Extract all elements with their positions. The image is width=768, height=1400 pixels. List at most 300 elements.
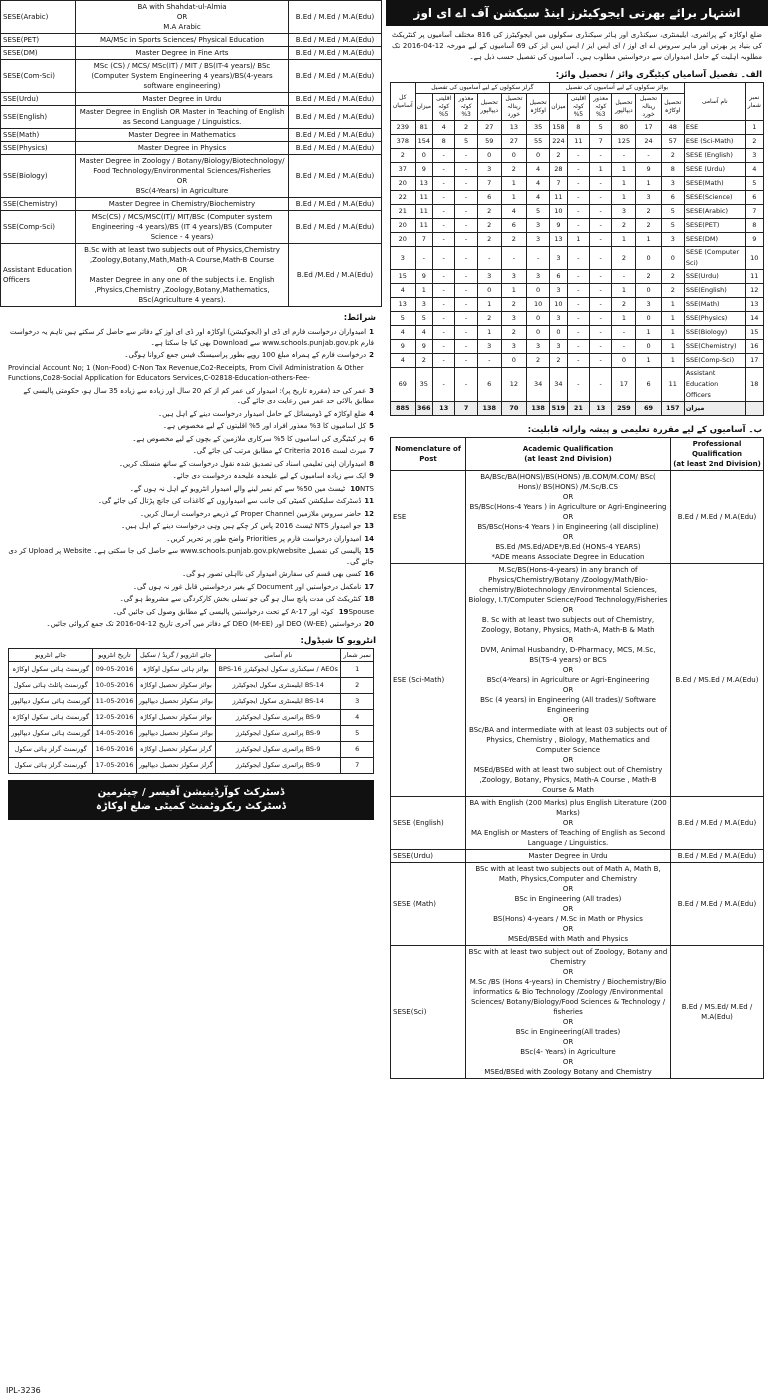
qual-post: SESE(Arabic) xyxy=(1,1,76,34)
condition-text: پالیسی کی تفصیل www.schools.punjab.gov.pk/website سے حاصل کی جا سکتی ہے۔ Website پر Upload کر دی جائے گی۔ xyxy=(8,547,374,566)
vacancy-post: SSE(Comp-Sci) xyxy=(684,354,745,368)
vacancy-girls-cell: - xyxy=(432,177,454,191)
vacancy-row xyxy=(391,270,764,284)
vacancy-boys-cell: 157 xyxy=(661,402,684,416)
vacancy-girls-cell: 5 xyxy=(527,205,550,219)
vacancy-boys-cell: 224 xyxy=(550,135,567,149)
qual-row xyxy=(391,564,764,797)
vacancy-post: SESE (Urdu) xyxy=(684,163,745,177)
vacancy-boys-cell: - xyxy=(612,149,636,163)
qual-prof: B.Ed / M.Ed / M.A(Edu) xyxy=(289,198,382,211)
vacancy-girls-cell: - xyxy=(455,298,477,312)
qual-academic: Master Degree in Zoology / Botany/Biology/Biotechnology/ Food Technology/Environmental Sciences/Fisheries OR BSc(4-Years) in Agriculture xyxy=(76,155,289,198)
vacancy-boys-cell: - xyxy=(612,340,636,354)
vacancy-girls-cell: 12 xyxy=(501,368,526,402)
vacancy-boys-cell: 80 xyxy=(612,121,636,135)
vacancy-header-top xyxy=(391,83,764,94)
qual-row xyxy=(391,471,764,564)
interview-post: BS-9 پرائمری سکول ایجوکیٹرز xyxy=(216,757,341,773)
qual-header-row xyxy=(391,438,764,471)
qual-prof: B.Ed / M.Ed / M.A(Edu) xyxy=(289,211,382,244)
qual-row xyxy=(1,47,382,60)
vacancy-total: 22 xyxy=(391,191,416,205)
vacancy-boys-cell: 1 xyxy=(612,191,636,205)
vacancy-total: 4 xyxy=(391,354,416,368)
condition-item xyxy=(8,509,374,520)
right-qualification-rows xyxy=(391,471,764,1079)
vacancy-boys-cell: 2 xyxy=(661,270,684,284)
vacancy-boys-cell: 1 xyxy=(636,354,661,368)
vacancy-boys-cell: 17 xyxy=(612,368,636,402)
vacancy-boys-cell: 48 xyxy=(661,121,684,135)
vacancy-boys-cell: - xyxy=(590,177,612,191)
vacancy-boys-cell: 0 xyxy=(661,247,684,270)
qual-post: SSE(English) xyxy=(1,106,76,129)
condition-item xyxy=(8,459,374,470)
vacancy-boys-cell: 3 xyxy=(550,247,567,270)
vacancy-boys-cell: - xyxy=(590,354,612,368)
interview-grade: بوائز سکولز تحصیل اوکاڑہ xyxy=(136,709,216,725)
interview-place: گورنمنٹ گرلز ہائی سکول xyxy=(9,741,93,757)
condition-text: ایک سے زیادہ اسامیوں کے لیے علیحدہ علیحدہ درخواست دی جائے۔ xyxy=(172,472,367,480)
vacancy-girls-cell: 3 xyxy=(415,298,432,312)
vacancy-sr: 6 xyxy=(745,191,763,205)
qual-academic: BSc with at least two subject out of Zoology, Botany and Chemistry OR M.Sc /BS (Hons 4-years) in Chemistry / Biochemistry/Bio informatics & Bio Technology /Zoology /Environmental Sciences/ Botany/Biology/Food Sciences & Technology / fisheries OR BSc in Engineering(All trades) OR BSc(4- Years) in Agriculture OR MSEd/BSEd with Zoology Botany and Chemistry xyxy=(466,946,671,1079)
interview-n: 1 xyxy=(341,661,374,677)
qual-prof: B.Ed / M.Ed / M.A(Edu) xyxy=(289,93,382,106)
interview-place: گورنمنٹ ہائی سکول دیپالپور xyxy=(9,725,93,741)
vacancy-boys-cell: 5 xyxy=(661,219,684,233)
vacancy-girls-cell: 27 xyxy=(477,121,501,135)
condition-text: کسی بھی قسم کی سفارش امیدوار کی نااہلی تصور ہو گی۔ xyxy=(182,570,362,578)
vacancy-sr: 13 xyxy=(745,298,763,312)
condition-number: 10 xyxy=(350,484,361,493)
vacancy-boys-cell: 17 xyxy=(636,121,661,135)
vacancy-girls-cell: - xyxy=(432,191,454,205)
vacancy-girls-cell: 35 xyxy=(415,368,432,402)
vacancy-boys-cell: 5 xyxy=(590,121,612,135)
interview-grade: گرلز سکولز تحصیل اوکاڑہ xyxy=(136,741,216,757)
interview-place: گورنمنٹ پائلٹ ہائی سکول xyxy=(9,677,93,693)
vacancy-total: 378 xyxy=(391,135,416,149)
vacancy-girls-cell: 2 xyxy=(477,205,501,219)
interview-n: 7 xyxy=(341,757,374,773)
vacancy-sr: 5 xyxy=(745,177,763,191)
vacancy-boys-cell: 1 xyxy=(567,233,589,247)
interview-header-cell: جائے انٹرویو xyxy=(9,648,93,661)
vacancy-header-girls: گرلز سکولوں کے لیے آسامیوں کی تفصیل xyxy=(415,83,550,94)
vacancy-subheader: تحصیل اوکاڑہ xyxy=(527,94,550,121)
vacancy-boys-cell: - xyxy=(590,368,612,402)
vacancy-row xyxy=(391,247,764,270)
vacancy-girls-cell: 7 xyxy=(455,402,477,416)
vacancy-girls-cell: 11 xyxy=(415,219,432,233)
qual-prof: B.Ed / MS.Ed/ M.Ed / M.A(Edu) xyxy=(671,946,764,1079)
vacancy-boys-cell: - xyxy=(590,312,612,326)
condition-number: 19 xyxy=(338,607,349,616)
vacancy-girls-cell: 4 xyxy=(432,121,454,135)
qual-post: SESE (English) xyxy=(391,797,466,850)
vacancy-girls-cell: - xyxy=(455,233,477,247)
vacancy-boys-cell: - xyxy=(590,284,612,298)
vacancy-boys-cell: - xyxy=(590,298,612,312)
condition-item xyxy=(8,327,374,348)
vacancy-girls-cell: - xyxy=(477,247,501,270)
vacancy-subheader: تحصیل رینالہ خورد xyxy=(636,94,661,121)
vacancy-boys-cell: - xyxy=(590,205,612,219)
vacancy-boys-cell: 3 xyxy=(661,177,684,191)
vacancy-boys-cell: 2 xyxy=(661,149,684,163)
interview-post: BS-9 پرائمری سکول ایجوکیٹرز xyxy=(216,725,341,741)
qual-academic: Master Degree in Mathematics xyxy=(76,129,289,142)
vacancy-total: 2 xyxy=(391,149,416,163)
vacancy-girls-cell: - xyxy=(432,205,454,219)
condition-item xyxy=(8,594,374,605)
advertisement-title: اشتہار برائے بھرتی ایجوکیٹرز اینڈ سیکشن آف اے ای اوز xyxy=(386,0,768,26)
vacancy-boys-cell: 3 xyxy=(550,284,567,298)
vacancy-girls-cell: - xyxy=(432,233,454,247)
vacancy-girls-cell: 59 xyxy=(477,135,501,149)
qual-row xyxy=(1,129,382,142)
vacancy-girls-cell: - xyxy=(527,247,550,270)
vacancy-total: 5 xyxy=(391,312,416,326)
interview-place: گورنمنٹ گرلز ہائی سکول xyxy=(9,757,93,773)
qual-row xyxy=(1,244,382,307)
vacancy-boys-cell: - xyxy=(567,247,589,270)
condition-number: 1 xyxy=(369,328,374,336)
qual-academic: Master Degree in Urdu xyxy=(76,93,289,106)
vacancy-girls-cell: 6 xyxy=(501,219,526,233)
vacancy-girls-cell: 9 xyxy=(415,270,432,284)
interview-n: 6 xyxy=(341,741,374,757)
vacancy-girls-cell: 0 xyxy=(501,354,526,368)
condition-item xyxy=(8,582,374,593)
vacancy-boys-cell: 1 xyxy=(612,163,636,177)
vacancy-boys-cell: 6 xyxy=(550,270,567,284)
condition-item xyxy=(8,496,374,507)
vacancy-girls-cell: 138 xyxy=(477,402,501,416)
qual-post: SSE(Math) xyxy=(1,129,76,142)
vacancy-girls-cell: - xyxy=(432,247,454,270)
vacancy-girls-cell: 55 xyxy=(527,135,550,149)
qual-academic: MSc(CS) / MCS/MSC(IT)/ MIT/BSc (Computer system Engineering -4 years)/BS (IT 4 years)/BS (Computer Science - 4 years) xyxy=(76,211,289,244)
vacancy-row xyxy=(391,354,764,368)
interview-post: BS-9 پرائمری سکول ایجوکیٹرز xyxy=(216,741,341,757)
vacancy-girls-cell: 0 xyxy=(527,312,550,326)
vacancy-boys-cell: - xyxy=(567,205,589,219)
vacancy-boys-cell: 24 xyxy=(636,135,661,149)
qual-row xyxy=(1,142,382,155)
vacancy-girls-cell: - xyxy=(455,368,477,402)
vacancy-girls-cell: 6 xyxy=(477,191,501,205)
vacancy-boys-cell: - xyxy=(567,312,589,326)
interview-row xyxy=(9,757,374,773)
vacancy-wrapper xyxy=(386,82,768,416)
signature-block xyxy=(8,780,374,820)
vacancy-girls-cell: - xyxy=(501,247,526,270)
vacancy-post: SESE(Math) xyxy=(684,177,745,191)
interview-post: BS-14 ایلیمنٹری سکول ایجوکیٹرز xyxy=(216,693,341,709)
vacancy-sr: 2 xyxy=(745,135,763,149)
vacancy-boys-cell: - xyxy=(590,270,612,284)
vacancy-boys-cell: 1 xyxy=(612,312,636,326)
vacancy-subheader: تحصیل دیپالپور xyxy=(477,94,501,121)
qual-post: SESE(PET) xyxy=(1,34,76,47)
vacancy-subheader: میزان xyxy=(415,94,432,121)
vacancy-girls-cell: 0 xyxy=(527,326,550,340)
vacancy-boys-cell: 28 xyxy=(550,163,567,177)
condition-number: 7 xyxy=(369,447,374,455)
vacancy-girls-cell: 2 xyxy=(527,354,550,368)
qual-prof: B.Ed / M.Ed / M.A(Edu) xyxy=(289,34,382,47)
vacancy-girls-cell: 9 xyxy=(415,340,432,354)
interview-grade: بوائز ہائی سکول اوکاڑہ xyxy=(136,661,216,677)
condition-item xyxy=(8,409,374,420)
qual-prof: B.Ed / M.Ed / M.A(Edu) xyxy=(289,155,382,198)
vacancy-boys-cell: 2 xyxy=(550,354,567,368)
condition-text: ہر کیٹیگری کی اسامیوں کا 5% سرکاری ملازمین کے بچوں کے لیے مخصوص ہے۔ xyxy=(132,434,367,443)
vacancy-girls-cell: - xyxy=(432,163,454,177)
vacancy-girls-cell: 3 xyxy=(527,233,550,247)
interview-row xyxy=(9,677,374,693)
vacancy-girls-cell: - xyxy=(455,191,477,205)
qual-academic: BA with Shahdat-ul-Almia OR M.A Arabic xyxy=(76,1,289,34)
qual-academic: M.Sc/BS(Hons-4-years) in any branch of Physics/Chemistry/Botany /Zoology/Math/Bio-chemistry/Biotechnology /Environmental Sciences, Biology, I.T/Computer Science/Food Technology/Fisheries OR B. Sc with at least two subjects out of Chemistry, Zoology, Botany, Physics, Math-A, Math-B & Math OR DVM, Animal Husbandry, D-Pharmacy, MCS, M.Sc, BS(TS-4 years) or BCS OR BSc(4-Years) in Agriculture or Agri-Engineering OR BSc (4 years) in Engineering (All trades)/ Software Engineering OR BSc/BA and intermediate with at least 03 subjects out of Physics, Chemistry , Biology, Mathematics and Computer Science OR MSEd/BSEd with at least two subject out of Chemistry ,Zoology, Botany, Physics, Math-A Course , Math-B Course & Math xyxy=(466,564,671,797)
interview-row xyxy=(9,693,374,709)
interview-n: 4 xyxy=(341,709,374,725)
condition-text: عمر کی حد (مقررہ تاریخ پر): امیدوار کی عمر کم از کم 20 سال اور زیادہ سے زیادہ 35 سال ہو، حکومتی پالیسی کے مطابق بالائی حد عمر میں رعایت دی جائے گی۔ xyxy=(23,386,374,405)
qual-academic: BA with English (200 Marks) plus English Literature (200 Marks) OR MA English or Masters of Teaching of English as Second Language / Linguistics. xyxy=(466,797,671,850)
qual-row xyxy=(1,1,382,34)
vacancy-boys-cell: 1 xyxy=(661,326,684,340)
vacancy-girls-cell: 2 xyxy=(501,163,526,177)
vacancy-girls-cell: 2 xyxy=(477,312,501,326)
vacancy-boys-cell: 1 xyxy=(612,233,636,247)
vacancy-sr: 14 xyxy=(745,312,763,326)
qual-prof: B.Ed / M.Ed / M.A(Edu) xyxy=(289,129,382,142)
vacancy-boys-cell: 1 xyxy=(661,298,684,312)
vacancy-boys-cell: 1 xyxy=(612,284,636,298)
right-qual-wrapper xyxy=(386,437,768,1079)
vacancy-post: SESE(PET) xyxy=(684,219,745,233)
interview-table xyxy=(8,648,374,774)
vacancy-girls-cell: 2 xyxy=(455,121,477,135)
vacancy-post: میزان xyxy=(684,402,745,416)
vacancy-boys-cell: 0 xyxy=(636,340,661,354)
vacancy-sr: 8 xyxy=(745,219,763,233)
qual-post: SSE(Chemistry) xyxy=(1,198,76,211)
vacancy-row xyxy=(391,205,764,219)
vacancy-girls-cell: - xyxy=(455,270,477,284)
vacancy-post: SSE(Biology) xyxy=(684,326,745,340)
vacancy-girls-cell: - xyxy=(455,326,477,340)
vacancy-boys-cell: - xyxy=(567,270,589,284)
condition-number: 12 xyxy=(364,509,374,518)
vacancy-boys-cell: 34 xyxy=(550,368,567,402)
vacancy-girls-cell: - xyxy=(455,247,477,270)
vacancy-boys-cell: - xyxy=(567,284,589,298)
vacancy-total: 4 xyxy=(391,284,416,298)
vacancy-boys-cell: - xyxy=(590,340,612,354)
condition-number: 18 xyxy=(364,595,374,603)
qual-prof: B.Ed / M.Ed / M.A(Edu) xyxy=(289,1,382,34)
vacancy-sr: 16 xyxy=(745,340,763,354)
vacancy-sr: 17 xyxy=(745,354,763,368)
vacancy-boys-cell: 57 xyxy=(661,135,684,149)
interview-row xyxy=(9,725,374,741)
vacancy-row xyxy=(391,163,764,177)
vacancy-girls-cell: 2 xyxy=(477,219,501,233)
vacancy-total: 69 xyxy=(391,368,416,402)
vacancy-girls-cell: 11 xyxy=(415,205,432,219)
interview-n: 2 xyxy=(341,677,374,693)
condition-item xyxy=(8,534,374,545)
interview-grade: بوائز سکولز تحصیل دیپالپور xyxy=(136,693,216,709)
vacancy-girls-cell: 154 xyxy=(415,135,432,149)
vacancy-row xyxy=(391,135,764,149)
vacancy-row xyxy=(391,121,764,135)
vacancy-girls-cell: 7 xyxy=(415,233,432,247)
interview-grade: بوائز سکولز تحصیل اوکاڑہ xyxy=(136,677,216,693)
vacancy-post: SESE (Computer Sci) xyxy=(684,247,745,270)
vacancy-total: 20 xyxy=(391,233,416,247)
vacancy-girls-cell: - xyxy=(432,284,454,298)
vacancy-boys-cell: - xyxy=(567,163,589,177)
qual-row xyxy=(1,106,382,129)
vacancy-boys-cell: 3 xyxy=(636,191,661,205)
vacancy-boys-cell: 3 xyxy=(612,205,636,219)
qual-prof: B.Ed / M.Ed / M.A(Edu) xyxy=(671,471,764,564)
vacancy-row xyxy=(391,298,764,312)
vacancy-girls-cell: 1 xyxy=(501,177,526,191)
vacancy-girls-cell: - xyxy=(432,298,454,312)
vacancy-boys-cell: - xyxy=(567,149,589,163)
vacancy-boys-cell: 2 xyxy=(636,219,661,233)
qual-academic: Master Degree in English OR Master in Teaching of English as Second Language / Linguistics. xyxy=(76,106,289,129)
qual-row xyxy=(1,93,382,106)
condition-number: 9 xyxy=(369,472,374,480)
condition-number: 3 xyxy=(369,386,374,395)
interview-wrapper xyxy=(0,648,382,774)
vacancy-subheader: معذور کوٹہ 3% xyxy=(590,94,612,121)
vacancy-total: 885 xyxy=(391,402,416,416)
qual-post: ESE xyxy=(391,471,466,564)
condition-text: امیدواران اپنی تعلیمی اسناد کی تصدیق شدہ نقول درخواست کے ساتھ منسلک کریں۔ xyxy=(118,459,367,468)
qual-row xyxy=(1,198,382,211)
condition-text: امیدواران درخواست فارم ای ڈی او (ایجوکیشن) اوکاڑہ اور ڈی ای اوز کے دفاتر سے حاصل کر سکتے ہیں تاہم یہ درخواست فارم www.schools.punjab.gov.pk سے Download بھی کیا جا سکتا ہے۔ xyxy=(10,328,374,347)
condition-text: نامکمل درخواستیں اور Document کے بغیر درخواستیں قابل غور نہ ہوں گی۔ xyxy=(132,582,362,591)
vacancy-boys-cell: 10 xyxy=(550,298,567,312)
condition-number: 5 xyxy=(369,422,374,430)
condition-text: کل اسامیوں کا 3% معذور افراد اور 5% اقلیتوں کے لیے مخصوص ہے۔ xyxy=(162,422,367,430)
vacancy-total: 3 xyxy=(391,247,416,270)
qual-row xyxy=(391,797,764,850)
vacancy-total: 15 xyxy=(391,270,416,284)
vacancy-girls-cell: 3 xyxy=(501,340,526,354)
vacancy-total: 20 xyxy=(391,177,416,191)
vacancy-row xyxy=(391,326,764,340)
vacancy-sr: 12 xyxy=(745,284,763,298)
condition-item xyxy=(8,386,374,407)
vacancy-girls-cell: 2 xyxy=(501,233,526,247)
vacancy-girls-cell: 3 xyxy=(477,163,501,177)
vacancy-girls-cell: - xyxy=(432,312,454,326)
condition-item xyxy=(8,521,374,532)
condition-number: 6 xyxy=(369,434,374,443)
vacancy-boys-cell: - xyxy=(590,247,612,270)
vacancy-girls-cell: 0 xyxy=(527,149,550,163)
condition-number: 4 xyxy=(369,409,374,418)
condition-text: میرٹ لسٹ Criteria 2016 کے مطابق مرتب کی جائے گی۔ xyxy=(192,447,367,455)
qual-row xyxy=(1,211,382,244)
condition-item xyxy=(8,569,374,580)
vacancy-header-total: کل آسامیاں xyxy=(391,83,416,121)
vacancy-girls-cell: 3 xyxy=(477,340,501,354)
vacancy-total: 21 xyxy=(391,205,416,219)
condition-item xyxy=(8,619,374,630)
vacancy-girls-cell: - xyxy=(477,354,501,368)
vacancy-sr: 18 xyxy=(745,368,763,402)
qual-row xyxy=(1,34,382,47)
vacancy-girls-cell: 0 xyxy=(477,284,501,298)
vacancy-girls-cell: - xyxy=(455,354,477,368)
vacancy-girls-cell: - xyxy=(432,149,454,163)
vacancy-subheader: تحصیل اوکاڑہ xyxy=(661,94,684,121)
qual-academic: MA/MSc in Sports Sciences/ Physical Education xyxy=(76,34,289,47)
vacancy-total: 20 xyxy=(391,219,416,233)
interview-date: 12-05-2016 xyxy=(93,709,136,725)
interview-row xyxy=(9,741,374,757)
vacancy-subheader: تحصیل دیپالپور xyxy=(612,94,636,121)
condition-item xyxy=(8,363,374,384)
vacancy-girls-cell: 13 xyxy=(501,121,526,135)
vacancy-boys-cell: 0 xyxy=(636,312,661,326)
condition-number: 15 xyxy=(364,547,374,555)
condition-number: 17 xyxy=(364,582,374,591)
interview-grade: گرلز سکولز تحصیل دیپالپور xyxy=(136,757,216,773)
vacancy-post: SESE(Arabic) xyxy=(684,205,745,219)
interview-date: 11-05-2016 xyxy=(93,693,136,709)
qual-row xyxy=(1,155,382,198)
vacancy-boys-cell: - xyxy=(567,368,589,402)
vacancy-row xyxy=(391,368,764,402)
vacancy-boys-cell: 8 xyxy=(661,163,684,177)
vacancy-header-post: نام آسامی xyxy=(684,83,745,121)
vacancy-boys-cell: 1 xyxy=(661,354,684,368)
qual-prof: B.Ed / M.Ed / M.A(Edu) xyxy=(289,106,382,129)
vacancy-post: SESE(Science) xyxy=(684,191,745,205)
interview-header-cell: نام آسامی xyxy=(216,648,341,661)
vacancy-total: 9 xyxy=(391,340,416,354)
qual-academic: Master Degree in Physics xyxy=(76,142,289,155)
interview-row xyxy=(9,709,374,725)
vacancy-total: 37 xyxy=(391,163,416,177)
qual-academic: Master Degree in Chemistry/Biochemistry xyxy=(76,198,289,211)
vacancy-girls-cell: 138 xyxy=(527,402,550,416)
vacancy-girls-cell: 8 xyxy=(432,135,454,149)
vacancy-girls-cell: 2 xyxy=(477,233,501,247)
qual-row xyxy=(391,863,764,946)
vacancy-post: SSE(English) xyxy=(684,284,745,298)
qual-academic: B.Sc with at least two subjects out of Physics,Chemistry ,Zoology,Botany,Math,Math-A Course,Math-B Course OR Master Degree in any one of the subjects i.e. English ,Physics,Chemistry ,Zoology,Botany,Mathematics, BSc(Agriculture 4 years). xyxy=(76,244,289,307)
vacancy-boys-cell: 11 xyxy=(567,135,589,149)
qual-academic: Master Degree in Urdu xyxy=(466,850,671,863)
vacancy-sr: 1 xyxy=(745,121,763,135)
vacancy-girls-cell: 2 xyxy=(501,326,526,340)
vacancy-boys-cell: 3 xyxy=(636,298,661,312)
qual-post: Assistant Education Officers xyxy=(1,244,76,307)
vacancy-sr: 9 xyxy=(745,233,763,247)
